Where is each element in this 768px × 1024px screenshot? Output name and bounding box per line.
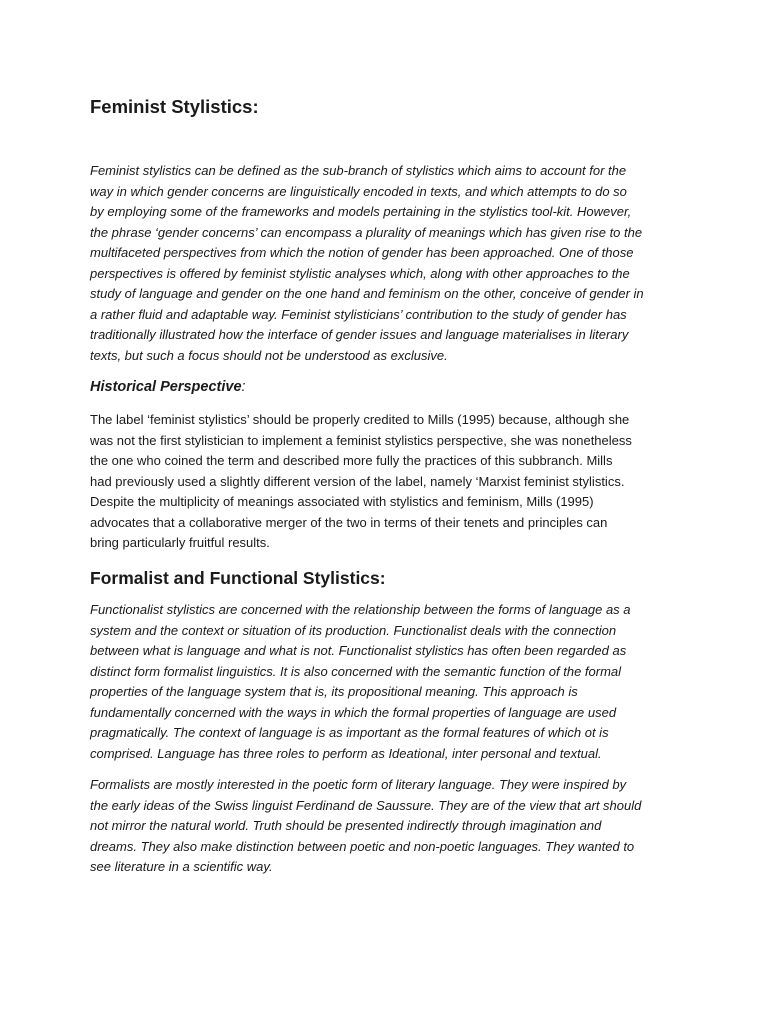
- heading-formalist-functional-stylistics: Formalist and Functional Stylistics:: [90, 568, 386, 588]
- text-line: Feminist stylistics can be defined as the sub-branch of stylistics which aims to account for the: [90, 163, 627, 178]
- text-line: The label ‘feminist stylistics’ should be properly credited to Mills (1995) because, although she: [90, 412, 630, 427]
- text-line: was not the first stylistician to implement a feminist stylistics perspective, she was nonetheless: [90, 432, 632, 448]
- text-line: the phrase ‘gender concerns’ can encompass a plurality of meanings which has given rise to the: [90, 224, 643, 240]
- text-line: a rather fluid and adaptable way. Feminist stylisticians’ contribution to the study of gender has: [90, 306, 627, 322]
- text-line: traditionally illustrated how the interface of gender issues and language materialises in literary: [90, 327, 629, 342]
- text-line: Formalists are mostly interested in the poetic form of literary language. They were inspired by: [90, 777, 627, 792]
- text-line: distinct form formalist linguistics. It is also concerned with the semantic function of the formal: [90, 663, 622, 679]
- text-line: between what is language and what is not. Functionalist stylistics has often been regarded as: [90, 643, 627, 658]
- text-line: texts, but such a focus should not be understood as exclusive.: [90, 347, 448, 363]
- text-line: not mirror the natural world. Truth should be presented indirectly through imagination and: [90, 818, 602, 833]
- text-line: by employing some of the frameworks and models pertaining in the stylistics tool-kit. However,: [90, 204, 632, 219]
- paragraph-functionalist-stylistics: [90, 600, 688, 764]
- text-line: advocates that a collaborative merger of the two in terms of their tenets and principles can: [90, 514, 608, 530]
- text-line: see literature in a scientific way.: [90, 859, 273, 874]
- text-line: way in which gender concerns are linguistically encoded in texts, and which attempts to do so: [90, 183, 627, 199]
- text-line: multifaceted perspectives from which the notion of gender has been approached. One of those: [90, 245, 634, 260]
- text-line: dreams. They also make distinction between poetic and non-poetic languages. They wanted to: [90, 838, 635, 854]
- paragraph-feminist-stylistics: [90, 161, 688, 366]
- heading-colon: :: [241, 379, 246, 395]
- heading-historical-perspective: [90, 377, 246, 397]
- text-line: study of language and gender on the one hand and feminism on the other, conceive of gender in: [90, 286, 644, 301]
- text-line: the early ideas of the Swiss linguist Ferdinand de Saussure. They are of the view that art should: [90, 797, 642, 813]
- text-line: the one who coined the term and described more fully the practices of this subbranch. Mills: [90, 453, 613, 468]
- text-line: fundamentally concerned with the ways in which the formal properties of language are used: [90, 704, 617, 720]
- text-line: comprised. Language has three roles to perform as Ideational, inter personal and textual.: [90, 745, 602, 761]
- heading-text: Historical Perspective: [90, 379, 242, 395]
- text-line: system and the context or situation of its production. Functionalist deals with the connection: [90, 622, 617, 638]
- heading-feminist-stylistics: Feminist Stylistics:: [90, 96, 259, 117]
- text-line: pragmatically. The context of language is as important as the formal features of which ot is: [90, 725, 609, 740]
- paragraph-formalists: [90, 775, 688, 878]
- text-line: had previously used a slightly different version of the label, namely ‘Marxist feminist stylistics.: [90, 473, 625, 489]
- text-line: properties of the language system that is, its propositional meaning. This approach is: [90, 684, 578, 699]
- text-line: Despite the multiplicity of meanings associated with stylistics and feminism, Mills (1995): [90, 494, 594, 509]
- text-line: Functionalist stylistics are concerned with the relationship between the forms of language as a: [90, 602, 631, 617]
- text-line: perspectives is offered by feminist stylistic analyses which, along with other approaches to the: [90, 265, 630, 281]
- text-line: bring particularly fruitful results.: [90, 535, 270, 550]
- paragraph-historical-perspective: [90, 410, 688, 554]
